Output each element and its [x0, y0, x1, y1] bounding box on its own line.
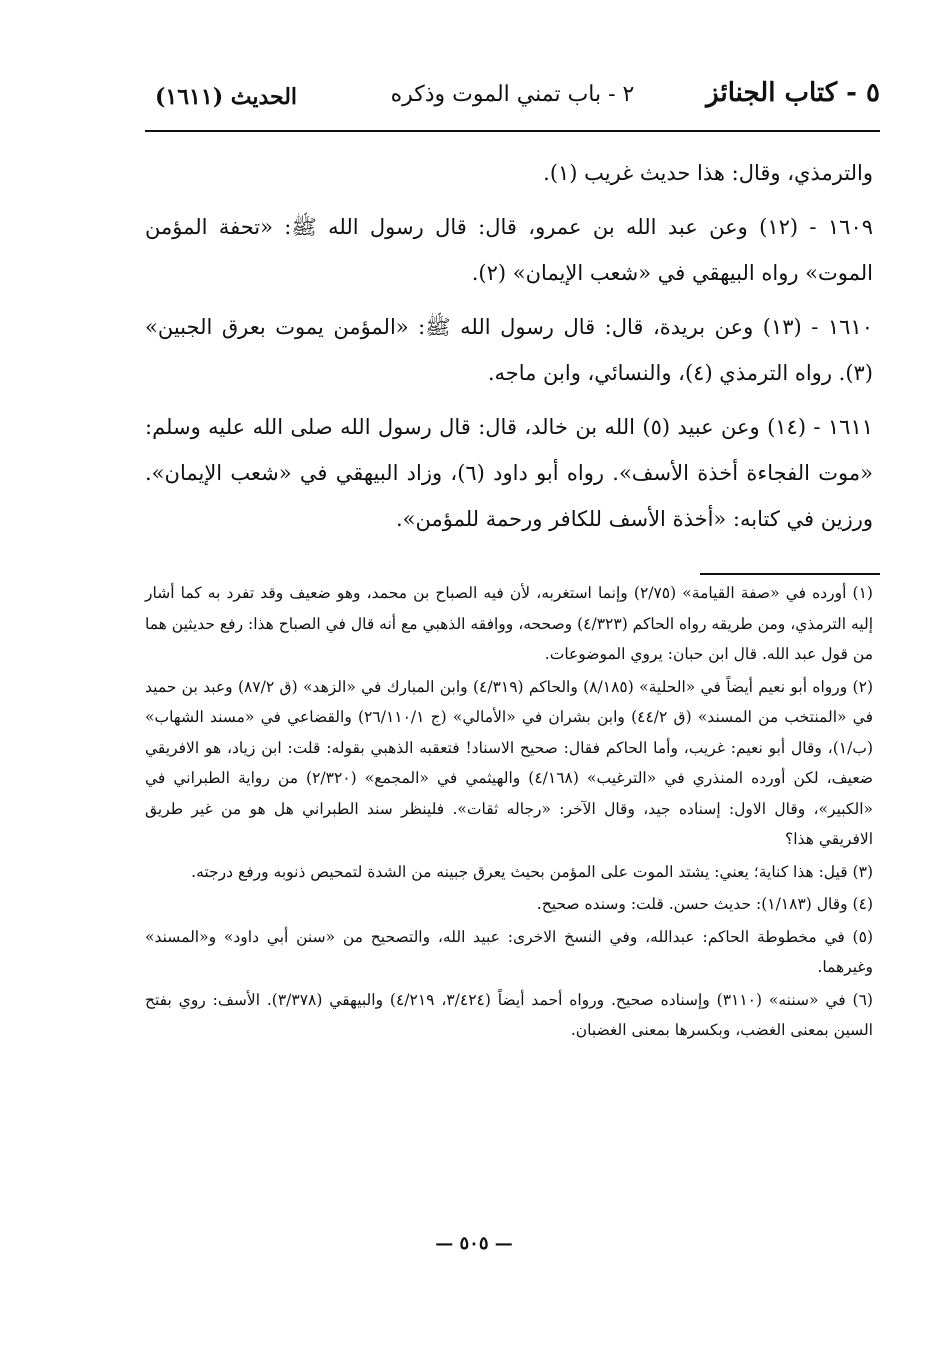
running-header: [145, 78, 880, 128]
hadith-1611: ١٦١١ - (١٤) وعن عبيد (٥) الله بن خالد، قال: قال رسول الله صلى الله عليه وسلم: «موت الفجاءة أخذة الأسف». رواه أبو داود (٦)، وزاد البيهقي في «شعب الإيمان». ورزين في كتابه: «أخذة الأسف للكافر ورحمة للمؤمن».: [145, 415, 874, 531]
main-text: [145, 150, 873, 550]
footnote-5: (٥) في مخطوطة الحاكم: عبدالله، وفي النسخ الاخرى: عبيد الله، والتصحيح من «سنن أبي داود» و«المسند» وغيرهما.: [145, 927, 873, 976]
hadith-range: الحديث (١٦١١): [155, 84, 298, 110]
chapter-title: ٥ - كتاب الجنائز: [706, 78, 880, 108]
footnote-3: (٣) قيل: هذا كناية؛ يعني: يشتد الموت على المؤمن بحيث يعرق جبينه من الشدة لتمحيص ذنوبه ورفع درجته.: [191, 862, 873, 881]
hadith-1609: ١٦٠٩ - (١٢) وعن عبد الله بن عمرو، قال: قال رسول الله ﷺ: «تحفة المؤمن الموت» رواه البيهقي في «شعب الإيمان» (٢).: [145, 215, 874, 285]
main-paragraph: والترمذي، وقال: هذا حديث غريب (١).: [543, 161, 873, 185]
footnote-1: (١) أورده في «صفة القيامة» (٢/٧٥) وإنما استغربه، لأن فيه الصباح بن محمد، وهو ضعيف وقد تفرد به كما أشار إليه الترمذي، ومن طريقه رواه الحاكم (٤/٣٢٣) وصححه، ووافقه الذهبي مع أنه قال في الصباح هذا: رفع حديثين هما من قول عبد الله. قال ابن حبان: يروي الموضوعات.: [145, 584, 873, 663]
footnotes: [145, 578, 873, 1048]
page-number: — ٥٠٥ —: [435, 1233, 513, 1254]
footnote-4: (٤) وقال (١/١٨٣): حديث حسن. قلت: وسنده صحيح.: [536, 895, 873, 913]
footnote-divider: [700, 573, 880, 575]
hadith-1610: ١٦١٠ - (١٣) وعن بريدة، قال: قال رسول الله ﷺ: «المؤمن يموت بعرق الجبين» (٣). رواه الترمذي (٤)، والنسائي، وابن ماجه.: [145, 315, 873, 385]
header-divider: [145, 130, 880, 132]
footnote-2: (٢) ورواه أبو نعيم أيضاً في «الحلية» (٨/١٨٥) والحاكم (٤/٣١٩) وابن المبارك في «الزهد» (ق ٨٧/٢) وعبد بن حميد في «المنتخب من المسند» (ق ٤٤/٢) وابن بشران في «الأمالي» (ج ٢٦/١١٠/١) والقضاعي في «مسند الشهاب» (ب/١)، وقال أبو نعيم: غريب، وأما الحاكم فقال: صحيح الاسناد! فتعقبه الذهبي بقوله: قلت: ابن زياد، هو الافريقي ضعيف، لكن أورده المنذري في «الترغيب» (٤/١٦٨) والهيثمي في «المجمع» (٢/٣٢٠) من رواية الطبراني في «الكبير»، وقال الاول: إسناده جيد، وقال الآخر: «رجاله ثقات». فلينظر سند الطبراني هل هو من غير طريق الافريقي هذا؟: [145, 677, 874, 848]
section-title: ٢ - باب تمني الموت وذكره: [390, 82, 635, 107]
footnote-6: (٦) في «سننه» (٣١١٠) وإسناده صحيح. ورواه أحمد أيضاً (٣/٤٢٤، ٤/٢١٩) والبيهقي (٣/٣٧٨). الأسف: روي بفتح السين بمعنى الغضب، وبكسرها بمعنى الغضبان.: [145, 990, 873, 1039]
